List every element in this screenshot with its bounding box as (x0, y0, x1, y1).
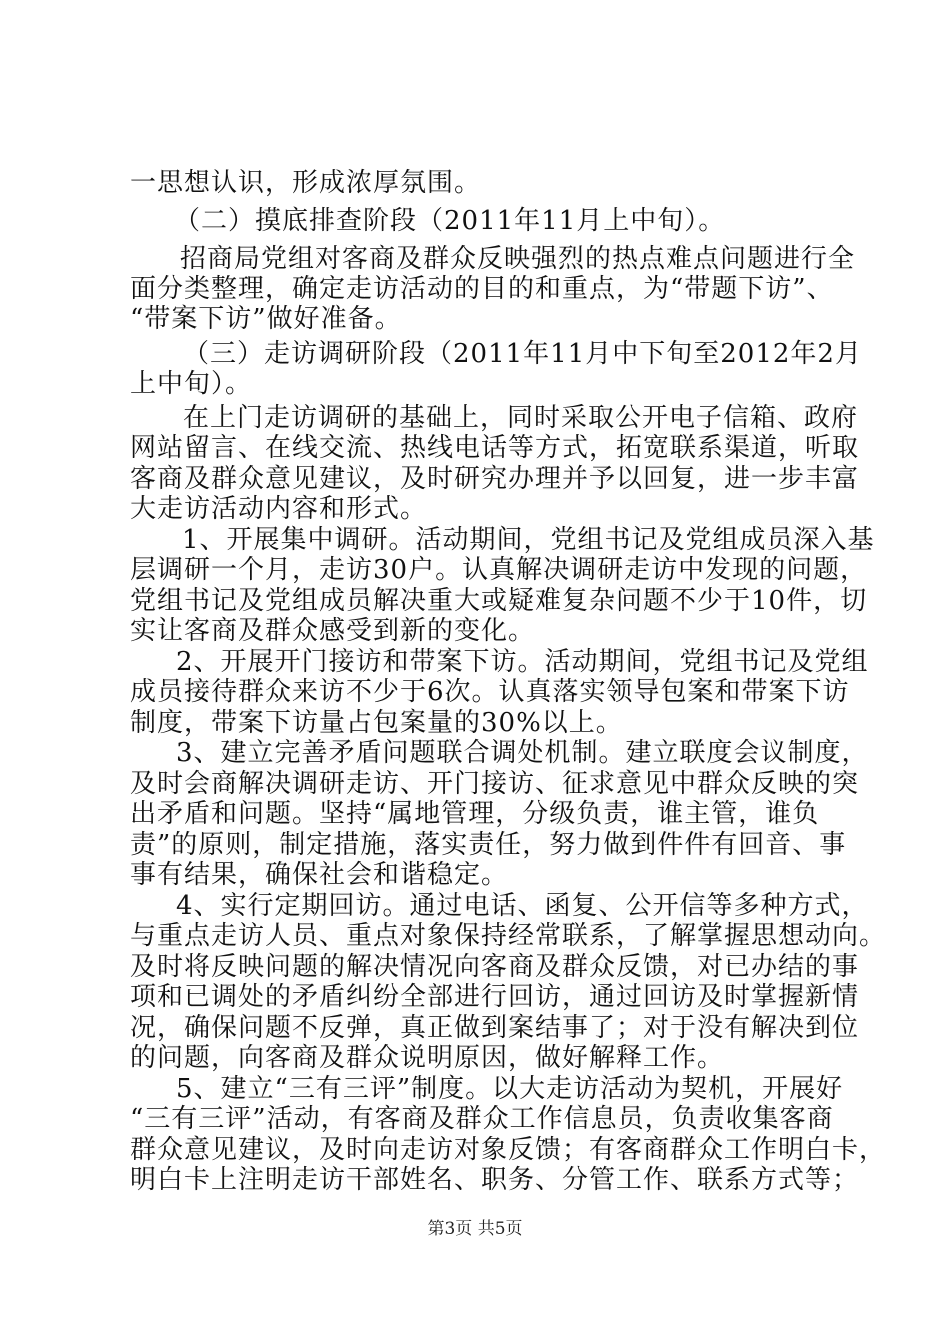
text-line-7: 上中旬）。 (130, 369, 253, 399)
item-3-heading: 3、建立完善矛盾问题联合调处机制。建立联度会议制度， (176, 738, 869, 768)
text-line-8: 在上门走访调研的基础上，同时采取公开电子信箱、政府 (183, 403, 859, 433)
text-line-10: 客商及群众意见建议，及时研究办理并予以回复，进一步丰富 (130, 464, 860, 494)
text-line-13: 层调研一个月，走访30户。认真解决调研走访中发现的问题， (130, 555, 868, 585)
item-1-heading: 1、开展集中调研。活动期间，党组书记及党组成员深入基 (182, 525, 875, 555)
text-line-27: 项和已调处的矛盾纠纷全部进行回访，通过回访及时掌握新情 (130, 982, 860, 1012)
text-line-17: 成员接待群众来访不少于6次。认真落实领导包案和带案下访 (130, 677, 850, 707)
section-heading-2: （二）摸底排查阶段（2011年11月上中旬）。 (174, 206, 726, 236)
item-2-heading: 2、开展开门接访和带案下访。活动期间，党组书记及党组 (176, 647, 869, 677)
item-5-heading: 5、建立“三有三评”制度。以大走访活动为契机，开展好 (176, 1074, 844, 1104)
text-line-18: 制度，带案下访量占包案量的30%以上。 (130, 708, 623, 738)
item-4-heading: 4、实行定期回访。通过电话、函复、公开信等多种方式， (176, 891, 869, 921)
section-heading-3: （三）走访调研阶段（2011年11月中下旬至2012年2月 (183, 339, 862, 369)
text-line-31: “三有三评”活动，有客商及群众工作信息员，负责收集客商 (130, 1104, 834, 1134)
text-line-4: 面分类整理，确定走访活动的目的和重点，为“带题下访”、 (130, 274, 834, 304)
text-line-23: 事有结果，确保社会和谐稳定。 (130, 860, 509, 890)
text-line-20: 及时会商解决调研走访、开门接访、征求意见中群众反映的突 (130, 769, 860, 799)
page-number-footer: 第3页 共5页 (427, 1219, 523, 1239)
text-line-25: 与重点走访人员、重点对象保持经常联系，了解掌握思想动向。 (130, 921, 887, 951)
text-line-11: 大走访活动内容和形式。 (130, 494, 428, 524)
text-line-28: 况，确保问题不反弹，真正做到案结事了；对于没有解决到位 (130, 1013, 860, 1043)
text-line-21: 出矛盾和问题。坚持“属地管理，分级负责，谁主管，谁负 (130, 799, 820, 829)
text-line-15: 实让客商及群众感受到新的变化。 (130, 616, 536, 646)
text-line-22: 责”的原则，制定措施，落实责任，努力做到件件有回音、事 (130, 830, 847, 860)
text-line-1: 一思想认识，形成浓厚氛围。 (130, 168, 482, 198)
text-line-5: “带案下访”做好准备。 (130, 304, 402, 334)
text-line-29: 的问题，向客商及群众说明原因，做好解释工作。 (130, 1043, 725, 1073)
text-line-33: 明白卡上注明走访干部姓名、职务、分管工作、联系方式等； (130, 1165, 860, 1195)
text-line-3: 招商局党组对客商及群众反映强烈的热点难点问题进行全 (180, 244, 856, 274)
text-line-32: 群众意见建议，及时向走访对象反馈；有客商群众工作明白卡， (130, 1135, 887, 1165)
text-line-9: 网站留言、在线交流、热线电话等方式，拓宽联系渠道，听取 (130, 433, 860, 463)
text-line-26: 及时将反映问题的解决情况向客商及群众反馈，对已办结的事 (130, 952, 860, 982)
text-line-14: 党组书记及党组成员解决重大或疑难复杂问题不少于10件，切 (130, 586, 868, 616)
